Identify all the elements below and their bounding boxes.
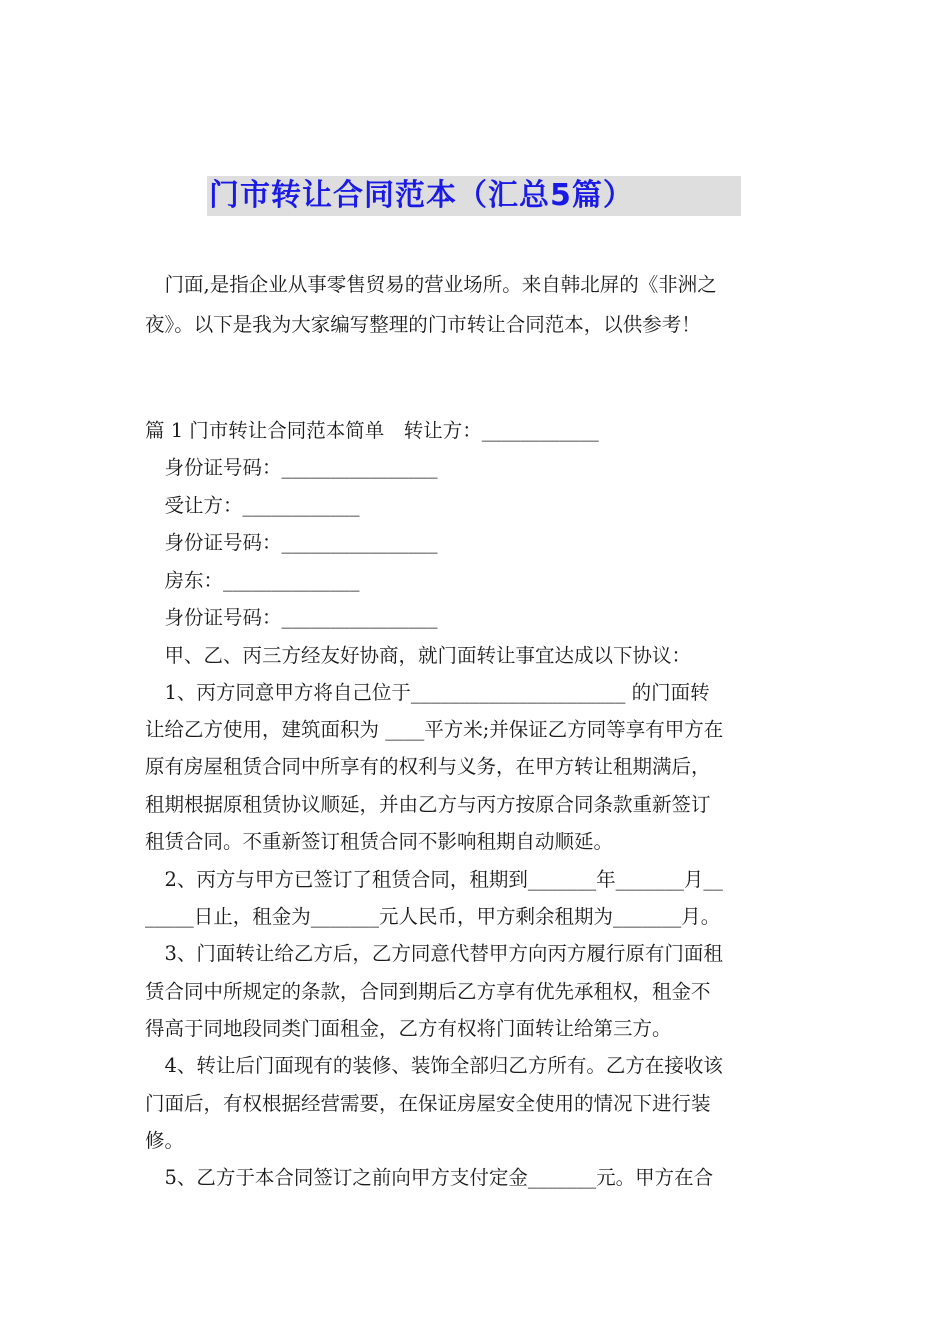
clause-1-line-1: 1、丙方同意甲方将自己位于______________________ 的门面转: [145, 681, 710, 704]
agreement-intro: 甲、乙、丙三方经友好协商，就门面转让事宜达成以下协议：: [145, 644, 692, 667]
document-title: 门市转让合同范本（汇总5篇）: [209, 178, 634, 213]
field-landlord: 房东：______________: [145, 569, 360, 592]
field-landlord-id: 身份证号码：________________: [145, 606, 438, 629]
clause-4-line-3: 修。: [145, 1129, 185, 1152]
field-transferee: 受让方：____________: [145, 494, 360, 517]
clause-3-line-2: 赁合同中所规定的条款，合同到期后乙方享有优先承租权，租金不: [145, 980, 711, 1003]
clause-4-line-1: 4、转让后门面现有的装修、装饰全部归乙方所有。乙方在接收该: [145, 1054, 723, 1077]
clause-2-line-1: 2、丙方与甲方已签订了租赁合同，租期到_______年_______月__: [145, 868, 723, 891]
clause-2-line-2: _____日止，租金为_______元人民币，甲方剩余租期为_______月。: [145, 905, 721, 928]
clause-4-line-2: 门面后，有权根据经营需要，在保证房屋安全使用的情况下进行装: [145, 1092, 711, 1115]
intro-line-1: 门面,是指企业从事零售贸易的营业场所。来自韩北屏的《非洲之: [145, 273, 717, 296]
clause-3-line-3: 得高于同地段同类门面租金，乙方有权将门面转让给第三方。: [145, 1017, 672, 1040]
intro-line-2: 夜》。以下是我为大家编写整理的门市转让合同范本，以供参考！: [145, 313, 701, 336]
field-transferor-id: 身份证号码：________________: [145, 456, 438, 479]
clause-1-line-3: 原有房屋租赁合同中所享有的权利与义务，在甲方转让租期满后，: [145, 755, 711, 778]
clause-1-line-4: 租期根据原租赁协议顺延，并由乙方与丙方按原合同条款重新签订: [145, 793, 711, 816]
document-title-highlight: [207, 176, 741, 216]
field-transferee-id: 身份证号码：________________: [145, 531, 438, 554]
clause-5-line-1: 5、乙方于本合同签订之前向甲方支付定金_______元。甲方在合: [145, 1166, 714, 1189]
clause-1-line-2: 让给乙方使用，建筑面积为 ____平方米;并保证乙方同等享有甲方在: [145, 718, 724, 741]
clause-3-line-1: 3、门面转让给乙方后，乙方同意代替甲方向丙方履行原有门面租: [145, 942, 723, 965]
clause-1-line-5: 租赁合同。不重新签订租赁合同不影响租期自动顺延。: [145, 830, 614, 853]
section-heading: 篇 1 门市转让合同范本简单 转让方：____________: [145, 419, 599, 442]
